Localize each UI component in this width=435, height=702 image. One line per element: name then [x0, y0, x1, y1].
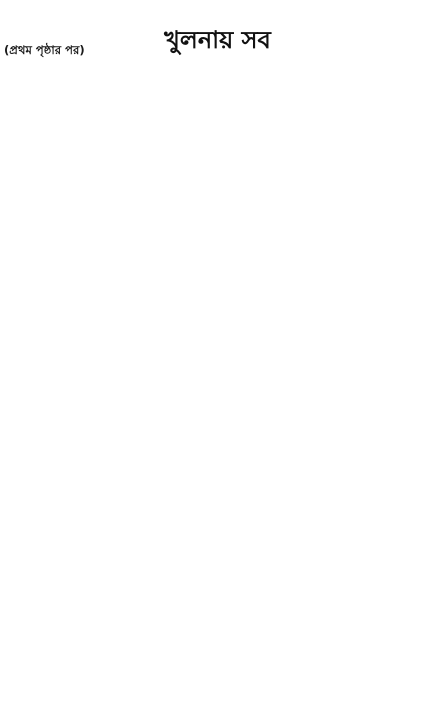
article-headline: খুলনায় সব	[164, 25, 271, 55]
article-body	[4, 42, 431, 692]
next-article-fragment	[0, 694, 435, 702]
continuation-label: (প্রথম পৃষ্ঠার পর)	[4, 43, 85, 57]
previous-article-fragment	[0, 0, 435, 8]
article-paragraph	[4, 42, 431, 58]
